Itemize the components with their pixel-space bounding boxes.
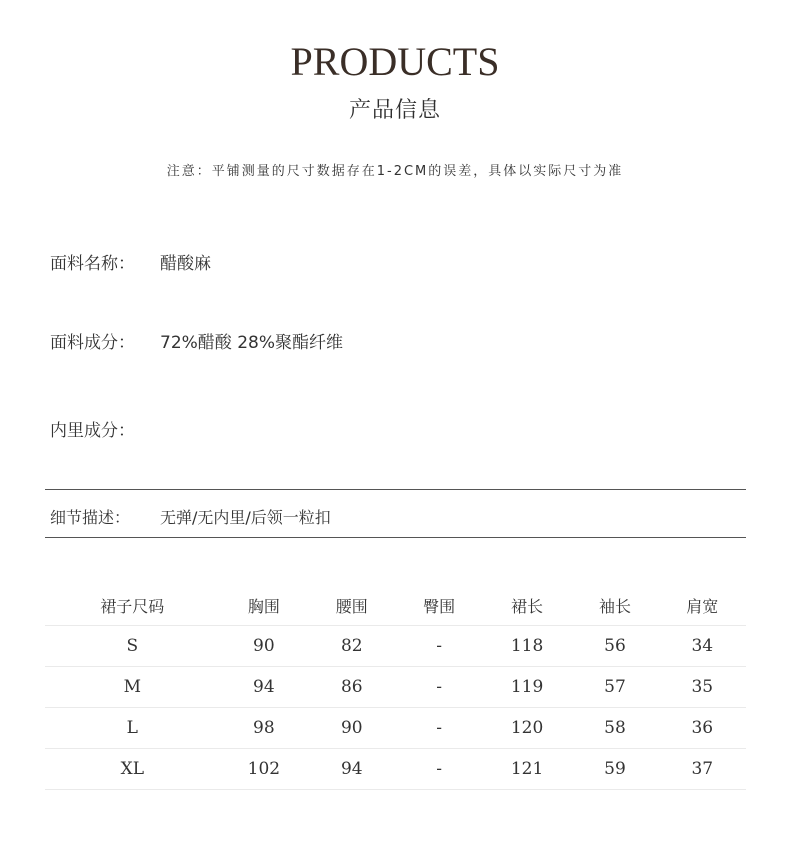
fabric-composition-label: 面料成分： [50, 333, 135, 353]
page-subtitle: 产品信息 [348, 98, 441, 123]
bust-cell: 98 [253, 718, 275, 738]
fabric-name-value: 醋酸麻 [160, 254, 211, 274]
detail-row [50, 505, 331, 528]
hip-cell: - [436, 759, 442, 779]
table-row [45, 708, 746, 749]
measurement-notice: 注意：平铺测量的尺寸数据存在1-2CM的误差，具体以实际尺寸为准 [166, 164, 624, 179]
table-row [45, 667, 746, 708]
waist-cell: 94 [340, 759, 363, 779]
divider-top [45, 489, 746, 490]
size-table [45, 585, 746, 790]
bust-cell: 90 [253, 636, 275, 656]
header-waist: 腰围 [335, 596, 368, 616]
waist-cell: 90 [340, 718, 363, 738]
header-hip: 臀围 [423, 596, 456, 616]
hip-cell: - [436, 718, 442, 738]
shoulder-cell: 37 [691, 759, 714, 779]
fabric-composition-row [50, 328, 343, 353]
sleeve-cell: 56 [604, 636, 626, 656]
bust-cell: 94 [253, 677, 275, 697]
header-length: 裙长 [511, 596, 544, 616]
size-cell: S [126, 636, 139, 656]
size-table-header [45, 585, 746, 626]
sleeve-cell: 57 [604, 677, 626, 697]
header-shoulder: 肩宽 [686, 596, 719, 616]
sleeve-cell: 58 [604, 718, 626, 738]
lining-label: 内里成分： [50, 421, 135, 441]
detail-value: 无弹/无内里/后领一粒扣 [160, 508, 331, 527]
bust-cell: 102 [247, 759, 281, 779]
header-size: 裙子尺码 [100, 596, 165, 616]
size-cell: M [123, 677, 142, 697]
table-row [45, 749, 746, 790]
fabric-name-label: 面料名称： [50, 254, 135, 274]
hip-cell: - [436, 677, 442, 697]
hip-cell: - [436, 636, 442, 656]
header-bust: 胸围 [247, 596, 280, 616]
fabric-composition-value: 72%醋酸 28%聚酯纤维 [160, 333, 343, 353]
size-cell: L [126, 718, 138, 738]
lining-row [50, 416, 160, 441]
waist-cell: 86 [340, 677, 363, 697]
length-cell: 118 [510, 636, 544, 656]
shoulder-cell: 34 [691, 636, 714, 656]
divider-bottom [45, 537, 746, 538]
shoulder-cell: 35 [691, 677, 714, 697]
header-sleeve: 袖长 [598, 596, 631, 616]
page-title: PRODUCTS [290, 39, 500, 84]
sleeve-cell: 59 [604, 759, 626, 779]
length-cell: 120 [510, 718, 544, 738]
fabric-name-row [50, 249, 211, 274]
shoulder-cell: 36 [691, 718, 714, 738]
table-row [45, 626, 746, 667]
detail-label: 细节描述： [50, 508, 131, 527]
length-cell: 119 [510, 677, 544, 697]
length-cell: 121 [510, 759, 544, 779]
waist-cell: 82 [340, 636, 363, 656]
size-cell: XL [120, 759, 144, 779]
